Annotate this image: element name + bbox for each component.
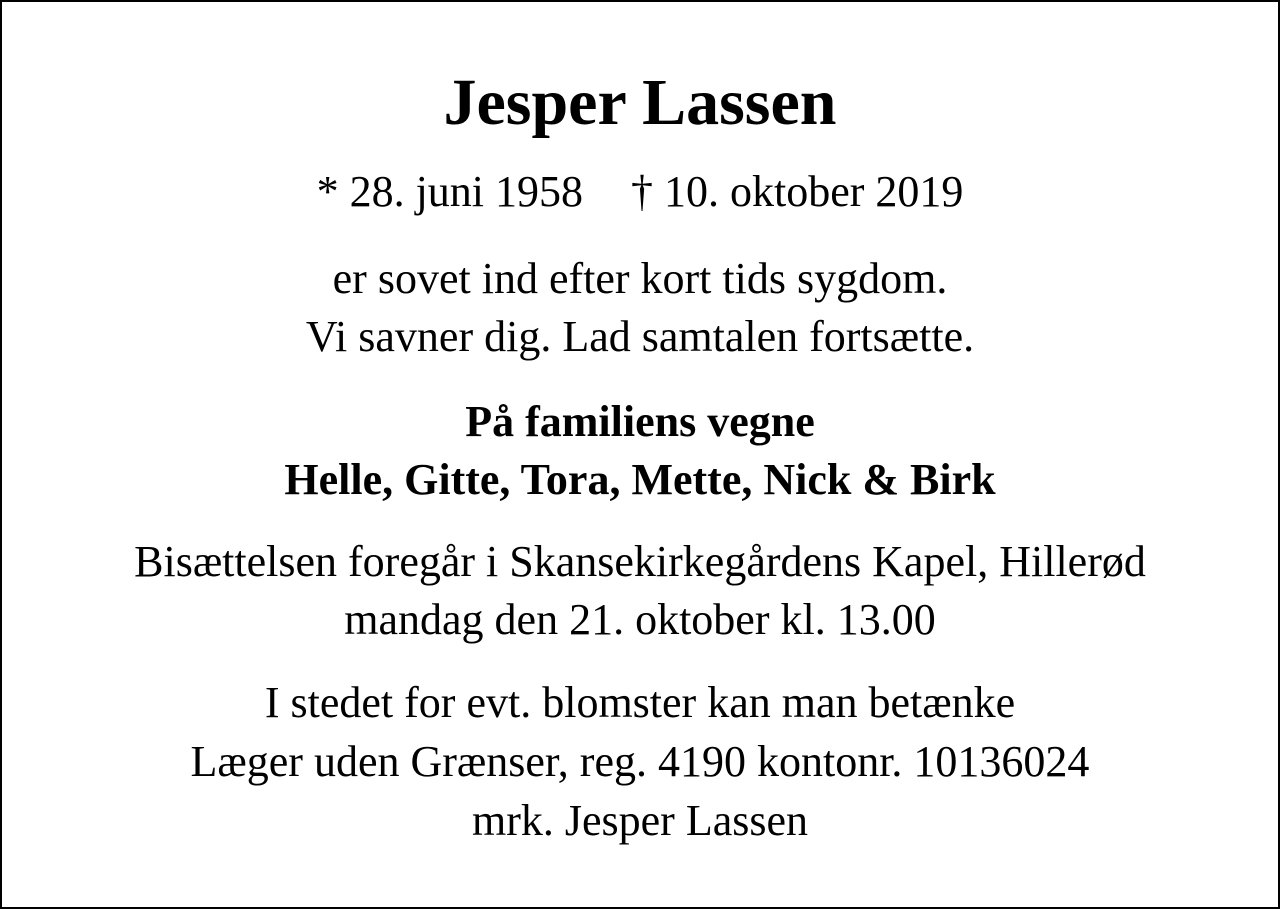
donation-line-3: mrk. Jesper Lassen xyxy=(471,796,808,845)
deceased-name: Jesper Lassen xyxy=(443,66,837,139)
service-time: mandag den 21. oktober kl. 13.00 xyxy=(344,595,936,644)
death-date: † 10. oktober 2019 xyxy=(631,167,964,216)
birth-date: * 28. juni 1958 xyxy=(316,167,584,216)
message-line-1: er sovet ind efter kort tids sygdom. xyxy=(332,254,948,303)
donation-line-2: Læger uden Grænser, reg. 4190 kontonr. 10136024 xyxy=(190,737,1090,786)
life-dates xyxy=(2,167,1278,216)
donation-line-1: I stedet for evt. blomster kan man betænke xyxy=(264,678,1016,727)
family-names: Helle, Gitte, Tora, Mette, Nick & Birk xyxy=(284,455,996,504)
message-line-2: Vi savner dig. Lad samtalen fortsætte. xyxy=(305,312,975,361)
service-location: Bisættelsen foregår i Skansekirkegårdens Kapel, Hillerød xyxy=(134,537,1146,586)
family-heading: På familiens vegne xyxy=(465,397,815,446)
